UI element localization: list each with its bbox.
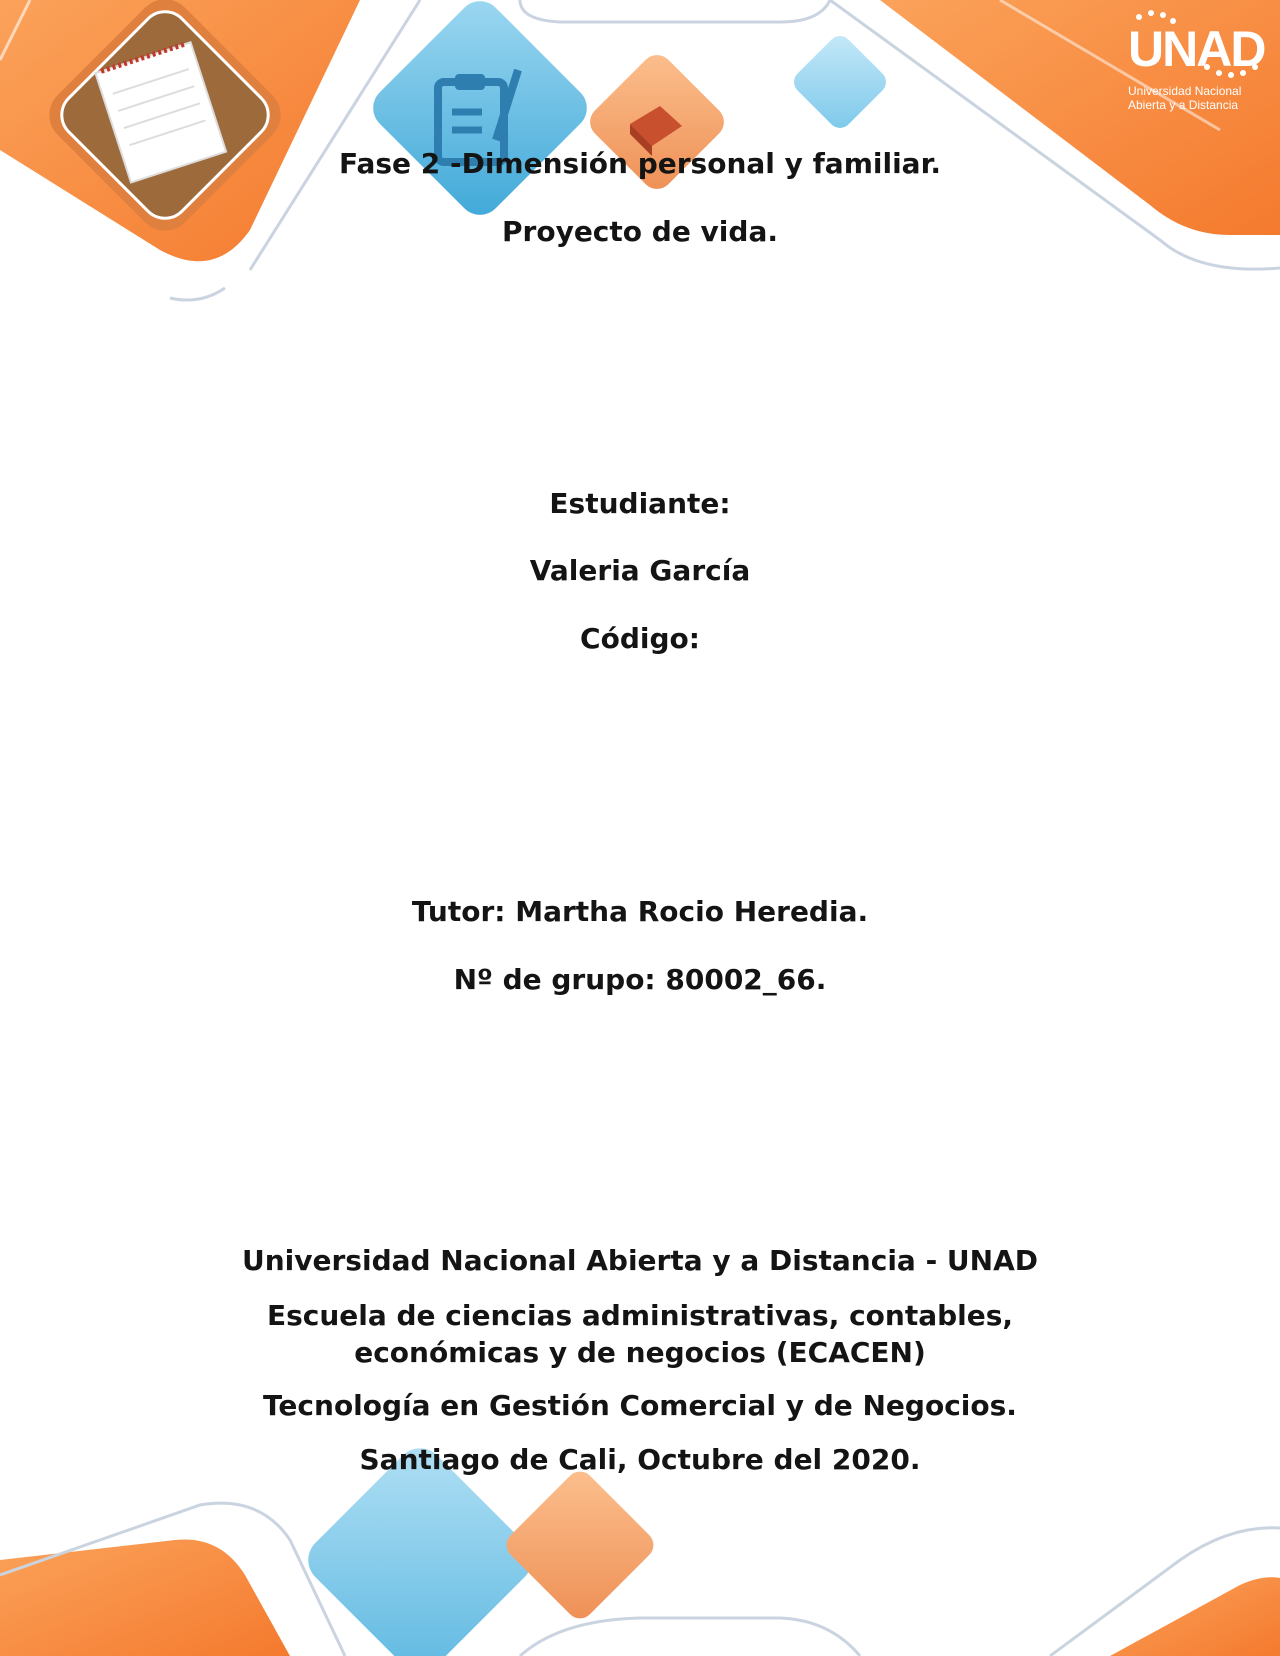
top-left-curve-line: [170, 288, 225, 300]
bottom-wave-line: [520, 1618, 860, 1656]
student-name: Valeria García: [529, 554, 751, 587]
logo-subtitle: [1128, 84, 1278, 112]
university-name: Universidad Nacional Abierta y a Distancia - UNAD: [241, 1244, 1039, 1277]
place-and-date: Santiago de Cali, Octubre del 2020.: [359, 1443, 921, 1476]
unad-logo: [1120, 8, 1270, 118]
document-subtitle: Proyecto de vida.: [502, 215, 778, 248]
document-title: Fase 2 -Dimensión personal y familiar.: [338, 147, 942, 180]
program-name: Tecnología en Gestión Comercial y de Negocios.: [263, 1389, 1017, 1422]
top-small-blue-tile: [789, 31, 891, 133]
logo-dot: [1160, 12, 1166, 18]
top-wave-line: [520, 0, 830, 22]
school-line-1: Escuela de ciencias administrativas, contables,: [266, 1299, 1014, 1332]
code-label: Código:: [580, 622, 700, 655]
logo-dot: [1136, 14, 1142, 20]
logo-subtitle-line1: Universidad Nacional: [1128, 84, 1242, 98]
tutor-name: Tutor: Martha Rocio Heredia.: [411, 895, 869, 928]
bottom-orange-tile: [501, 1466, 659, 1624]
student-label: Estudiante:: [549, 487, 731, 520]
logo-subtitle-line2: Abierta y a Distancia: [1128, 98, 1239, 112]
bottom-right-orange-shape: [1110, 1577, 1280, 1656]
logo-dot: [1148, 10, 1154, 16]
school-line-2: económicas y de negocios (ECACEN): [354, 1336, 926, 1369]
bottom-left-orange-shape: [0, 1539, 290, 1656]
logo-wordmark: UNAD: [1128, 21, 1265, 77]
group-number: Nº de grupo: 80002_66.: [453, 963, 827, 996]
